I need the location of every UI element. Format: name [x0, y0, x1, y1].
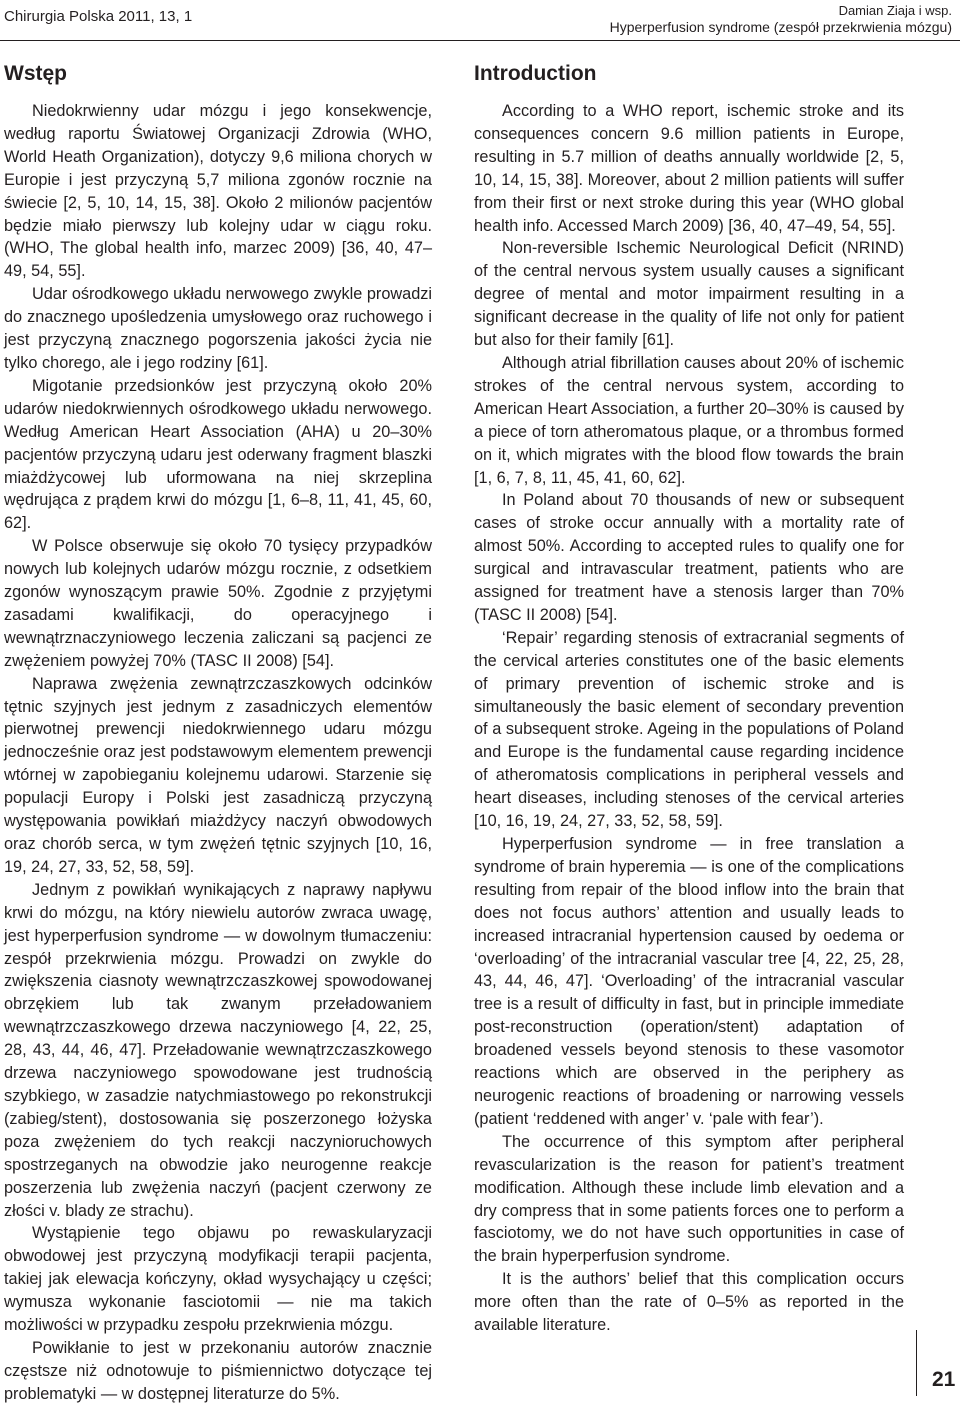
page-number-rule — [916, 1330, 917, 1396]
running-header — [610, 2, 952, 36]
paragraph: In Poland about 70 thousands of new or subsequent cases of stroke occur annually with a mortality rate of almost 50%. According to accepted rules to qualify one for surgical and intravascular treatment, patients who are assigned for treatment have a stenosis larger than 70% (TASC II 2008) [54]. — [474, 491, 904, 624]
paragraph: Although atrial fibrillation causes about 20% of ischemic strokes of the central nervous system, according to American Heart Association, a further 20–30% is caused by a piece of torn atheromatous plaque, or a thrombus formed on it, which migrates with the blood flow towards the brain [1, 6, 7, 8, 11, 45, 41, 60, 62]. — [474, 353, 904, 487]
page-number: 21 — [932, 1368, 956, 1391]
paragraph: Niedokrwienny udar mózgu i jego konsekwencje, według raportu Światowej Organizacji Zdrowia (WHO, World Heath Organization), dotyczy 9,6 miliona chorych w Europie i jest przyczyną 5,7 miliona zgonów rocznie na świecie [2, 5, 10, 14, 15, 38]. Około 2 milionów pacjentów będzie miało pierwszy lub kolejny udar w ciągu roku. (WHO, The global health info, marzec 2009) [36, 40, 47–49, 54, 55]. — [4, 102, 432, 281]
paragraph: W Polsce obserwuje się około 70 tysięcy przypadków nowych lub kolejnych udarów mózgu rocznie, z odsetkiem zgonów wynoszącym prawie 50%. Zgodnie z przyjętymi zasadami kwalifikacji, do operacyjnego i wewnątrznaczyniowego leczenia zaliczani są pacjenci ze zwężeniem powyżej 70% (TASC II 2008) [54]. — [4, 537, 432, 670]
section-title-english: Introduction — [474, 62, 597, 85]
paragraph: The occurrence of this symptom after peripheral revascularization is the reason for patient’s treatment modification. Although these include limb elevation and a dry compress that in some patients forces one to perform a fasciotomy, we do not have such opportunities in case of the brain hyperperfusion syndrome. — [474, 1132, 904, 1266]
paragraph: It is the authors’ belief that this complication occurs more often than the rate of 0–5% as reported in the available literature. — [474, 1270, 904, 1335]
journal-citation: Chirurgia Polska 2011, 13, 1 — [4, 8, 193, 25]
paragraph: Hyperperfusion syndrome — in free translation a syndrome of brain hyperemia — is one of the complications resulting from repair of the blood inflow into the brain that does not focus authors’ attention and usually leads to increased intracranial hypertension caused by oedema or ‘overloading’ of the intracranial vascular tree [4, 22, 25, 28, 43, 44, 46, 47]. ‘Overloading’ of the intracranial vascular tree is a result of difficulty in fast, but in principle immediate post-reconstruction (operation/stent) adaptation of broadened vessels beyond stenosis to these vasomotor reactions which are observed in the periphery as neurogenic reactions of broadening or narrowing vessels (patient ‘reddened with anger’ v. ‘pale with fear’). — [474, 835, 904, 1128]
paragraph: Powikłanie to jest w przekonaniu autorów znacznie częstsze niż odnotowuje to piśmiennictwo dotyczące tej problematyki — w dostępnej literaturze do 5%. — [4, 1338, 432, 1403]
paragraph: According to a WHO report, ischemic stroke and its consequences concern 9.6 million patients in Europe, resulting in 5.7 million of deaths annually worldwide [2, 5, 10, 14, 15, 38]. Moreover, about 2 million patients will suffer from their first or next stroke during this year (WHO global health info. Accessed March 2009) [36, 40, 47–49, 54, 55]. — [474, 102, 904, 235]
paragraph: Udar ośrodkowego układu nerwowego zwykle prowadzi do znacznego upośledzenia umysłowego oraz ruchowego i jest przyczyną znacznego pogorszenia jakości życia nie tylko chorego, ale i jego rodziny [61]. — [4, 285, 433, 372]
header-rule — [0, 40, 960, 41]
paragraph: Migotanie przedsionków jest przyczyną około 20% udarów niedokrwiennych ośrodkowego układu nerwowego. Według American Heart Association (AHA) u 20–30% pacjentów przyczyną udaru jest oderwany fragment blaszki miażdżycowej lub uformowana na niej skrzeplina wędrująca z prądem krwi do mózgu [1, 6–8, 11, 41, 45, 60, 62]. — [4, 376, 432, 533]
polish-column — [4, 100, 432, 1406]
english-column — [474, 100, 904, 1337]
paragraph: Wystąpienie tego objawu po rewaskularyzacji obwodowej jest przyczyną modyfikacji terapii pacjenta, takiej jak elewacja kończyny, okład wysychający u części; wymusza wykonanie fasciotomii — nie ma takich możliwości w przypadku zespołu przekrwienia mózgu. — [4, 1224, 432, 1335]
header-authors: Damian Ziaja i wsp. — [838, 3, 952, 18]
paragraph: Naprawa zwężenia zewnątrzczaszkowych odcinków tętnic szyjnych jest jednym z zasadniczych elementów pierwotnej prewencji niedokrwiennego udaru mózgu jednocześnie oraz jest podstawowym elementem prewencji wtórnej w zapobieganiu kolejnemu udarowi. Starzenie się populacji Europy i Polski jest zasadniczą przyczyną występowania powikłań miażdżycy naczyń obwodowych oraz chorób serca, w tym zwężeń tętnic szyjnych [10, 16, 19, 24, 27, 33, 52, 58, 59]. — [4, 674, 432, 876]
paragraph: ‘Repair’ regarding stenosis of extracranial segments of the cervical arteries constitutes one of the basic elements of primary prevention of ischemic stroke and is simultaneously the basic element of secondary prevention of a subsequent stroke. Ageing in the populations of Poland and Europe is the fundamental cause regarding incidence of atheromatosis complications in peripheral vessels and heart diseases, including stenoses of the cervical arteries [10, 16, 19, 24, 27, 33, 52, 58, 59]. — [474, 628, 904, 831]
header-running-title: Hyperperfusion syndrome (zespół przekrwienia mózgu) — [609, 19, 952, 35]
section-title-polish: Wstęp — [4, 62, 67, 85]
paragraph: Jednym z powikłań wynikających z naprawy napływu krwi do mózgu, na który niewielu autorów zwraca uwagę, jest hyperperfusion syndrome — w dowolnym tłumaczeniu: zespół przekrwienia mózgu. Prowadzi on zwykle do zwiększenia ciasnoty wewnątrzczaszkowej spowodowanej obrzękiem lub tak zwanym przeładowaniem wewnątrzczaszkowego drzewa naczyniowego [4, 22, 25, 28, 43, 44, 46, 47]. Przeładowanie wewnątrzczaszkowego drzewa naczyniowego spowodowane jest trudnością szybkiego, w zasadzie natychmiastowego po rekonstrukcji (zabieg/stent), dostosowania się poszerzonego łożyska poza zwężeniem do tych reakcji naczynioruchowych spostrzeganych na obwodzie jako neurogenne reakcje poszerzenia lub zwężenia naczyń (pacjent czerwony ze złości v. blady ze strachu). — [4, 880, 432, 1220]
paragraph: Non-reversible Ischemic Neurological Deficit (NRIND) of the central nervous system usually causes a significant degree of mental and motor impairment resulting in a significant decrease in the quality of life not only for patient but also for their family [61]. — [474, 239, 904, 350]
